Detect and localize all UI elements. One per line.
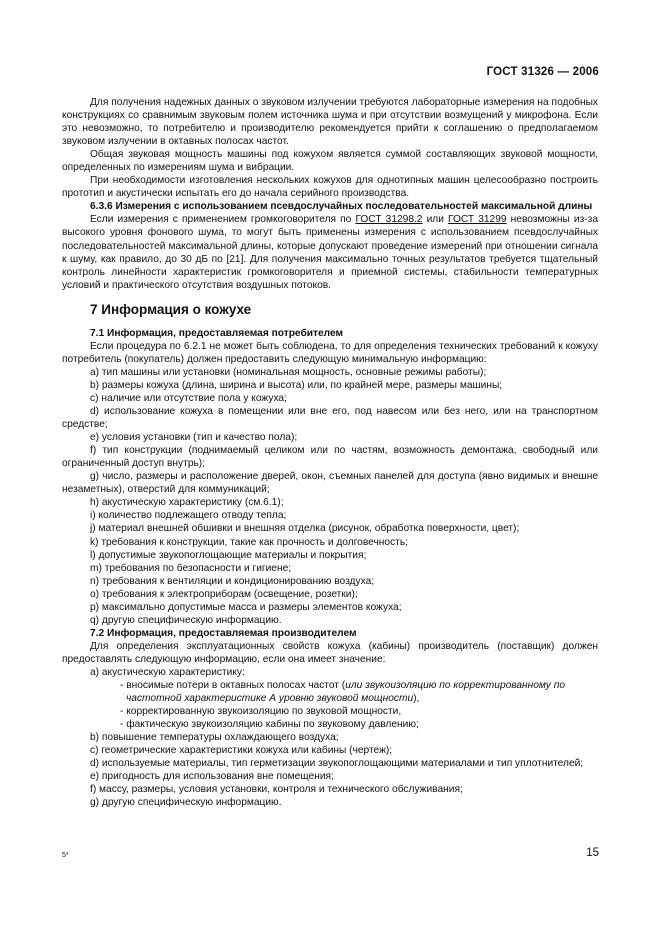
link-gost-31298-2[interactable]: ГОСТ 31298.2 bbox=[355, 214, 423, 226]
list-item: a) тип машины или установки (номинальная мощность, основные режимы работы); bbox=[90, 366, 487, 378]
paragraph-7-2: Для определения эксплуатационных свойств кожуха (кабины) производитель (поставщик) должен предоставлять следующую информацию, если она имеет значение: bbox=[62, 640, 598, 665]
list-item: e) пригодность для использования вне помещения; bbox=[90, 771, 334, 783]
list-item: i) количество подлежащего отводу тепла; bbox=[90, 510, 287, 522]
list-item: e) условия установки (тип и качество пола); bbox=[90, 432, 298, 444]
page-content bbox=[62, 96, 598, 809]
list-item: b) размеры кожуха (длина, ширина и высота) или, по крайней мере, размеры машины; bbox=[90, 379, 503, 391]
paragraph: Для получения надежных данных о звуковом излучении требуются лабораторные измерения на подобных конструкциях со сравнимым звуковым полем источника шума и при отсутствии возмущений у микрофона. Если это невозможно, то потребителю и производителю рекомендуется прийти к соглашению о предполагаемом звуковом излучении в октавных полосах частот. bbox=[62, 97, 598, 148]
paragraph: Общая звуковая мощность машины под кожухом является суммой составляющих звуковой мощности, определенных по измерениям шума и вибрации. bbox=[62, 149, 598, 174]
section-heading-6-3-6: 6.3.6 Измерения с использованием псевдослучайных последовательностей максимальной длины bbox=[90, 201, 593, 213]
dash-item: - корректированную звукоизоляцию по звуковой мощности, bbox=[120, 706, 402, 718]
list-item: f) массу, размеры, условия установки, контроля и технического обслуживания; bbox=[90, 784, 463, 796]
dash-item: - вносимые потери в октавных полосах частот (или звукоизоляцию по корректированному по bbox=[120, 680, 565, 692]
list-item: q) другую специфическую информацию. bbox=[90, 614, 282, 626]
list-item: o) требования к электроприборам (освещение, розетки); bbox=[90, 588, 358, 600]
list-item: f) тип конструкции (поднимаемый целиком или по частям, возможность демонтажа, свободный или ограниченный доступ внутрь); bbox=[62, 445, 598, 470]
list-item: c) геометрические характеристики кожуха или кабины (чертеж); bbox=[90, 745, 393, 757]
paragraph: При необходимости изготовления нескольких кожухов для однотипных машин целесообразно построить прототип и акустически испытать его до начала серийного производства. bbox=[62, 175, 598, 200]
list-item: d) используемые материалы, тип герметизации звукопоглощающими материалами и тип уплотнителей; bbox=[90, 758, 584, 770]
list-item: k) требования к конструкции, такие как прочность и долговечность; bbox=[90, 536, 408, 548]
list-item: g) другую специфическую информацию. bbox=[90, 797, 282, 809]
list-item: l) допустимые звукопоглощающие материалы и покрытия; bbox=[90, 549, 367, 561]
list-item: a) акустическую характеристику: bbox=[90, 666, 245, 678]
section-heading-7-2: 7.2 Информация, предоставляемая производителем bbox=[90, 627, 357, 639]
paragraph-6-3-6: Если измерения с применением громкоговорителя по ГОСТ 31298.2 или ГОСТ 31299 невозможны из-за высокого уровня фонового шума, то могут быть применены измерения с использованием псевдослучайных последовательностей максимальной длины, которые допускают проведение измерений при отношении сигнала к шуму, как правило, до 30 дБ по [21]. Для получения максимально точных результатов требуется тщательный контроль линейности характеристик громкоговорителя и приемной системы, стабильности температурных условий и практического отсутствия воздушных потоков. bbox=[62, 214, 598, 291]
list-item: g) число, размеры и расположение дверей, окон, съемных панелей для доступа (явно видимых и внешне незаметных), отверстий для коммуникаций; bbox=[62, 471, 598, 496]
list-item: b) повышение температуры охлаждающего воздуха; bbox=[90, 732, 339, 744]
section-heading-7-1: 7.1 Информация, предоставляемая потребителем bbox=[90, 327, 344, 339]
document-header: ГОСТ 31326 — 2006 bbox=[486, 66, 599, 78]
list-item: h) акустическую характеристику (см.6.1); bbox=[90, 497, 284, 509]
list-item: n) требования к вентиляции и кондиционированию воздуха; bbox=[90, 575, 375, 587]
list-item: c) наличие или отсутствие пола у кожуха; bbox=[90, 392, 287, 404]
list-item: p) максимально допустимые масса и размеры элементов кожуха; bbox=[90, 601, 402, 613]
dash-item-continuation: частотной характеристике А уровню звуковой мощности), bbox=[126, 693, 420, 705]
chapter-heading-7: 7 Информация о кожухе bbox=[90, 301, 252, 317]
list-item: j) материал внешней обшивки и внешняя отделка (рисунок, обработка поверхности, цвет); bbox=[90, 523, 520, 535]
footer-signature-mark: 5* bbox=[62, 852, 69, 859]
list-item: m) требования по безопасности и гигиене; bbox=[90, 562, 292, 574]
dash-item: - фактическую звукоизоляцию кабины по звуковому давлению; bbox=[120, 719, 419, 731]
list-item: d) использование кожуха в помещении или вне его, под навесом или без него, или на транспортном средстве; bbox=[62, 406, 598, 431]
page-number: 15 bbox=[586, 847, 599, 859]
paragraph-7-1: Если процедура по 6.2.1 не может быть соблюдена, то для определения технических требований к кожуху потребитель (покупатель) должен предоставить следующую минимальную информацию: bbox=[62, 340, 598, 365]
link-gost-31299[interactable]: ГОСТ 31299 bbox=[448, 214, 507, 226]
